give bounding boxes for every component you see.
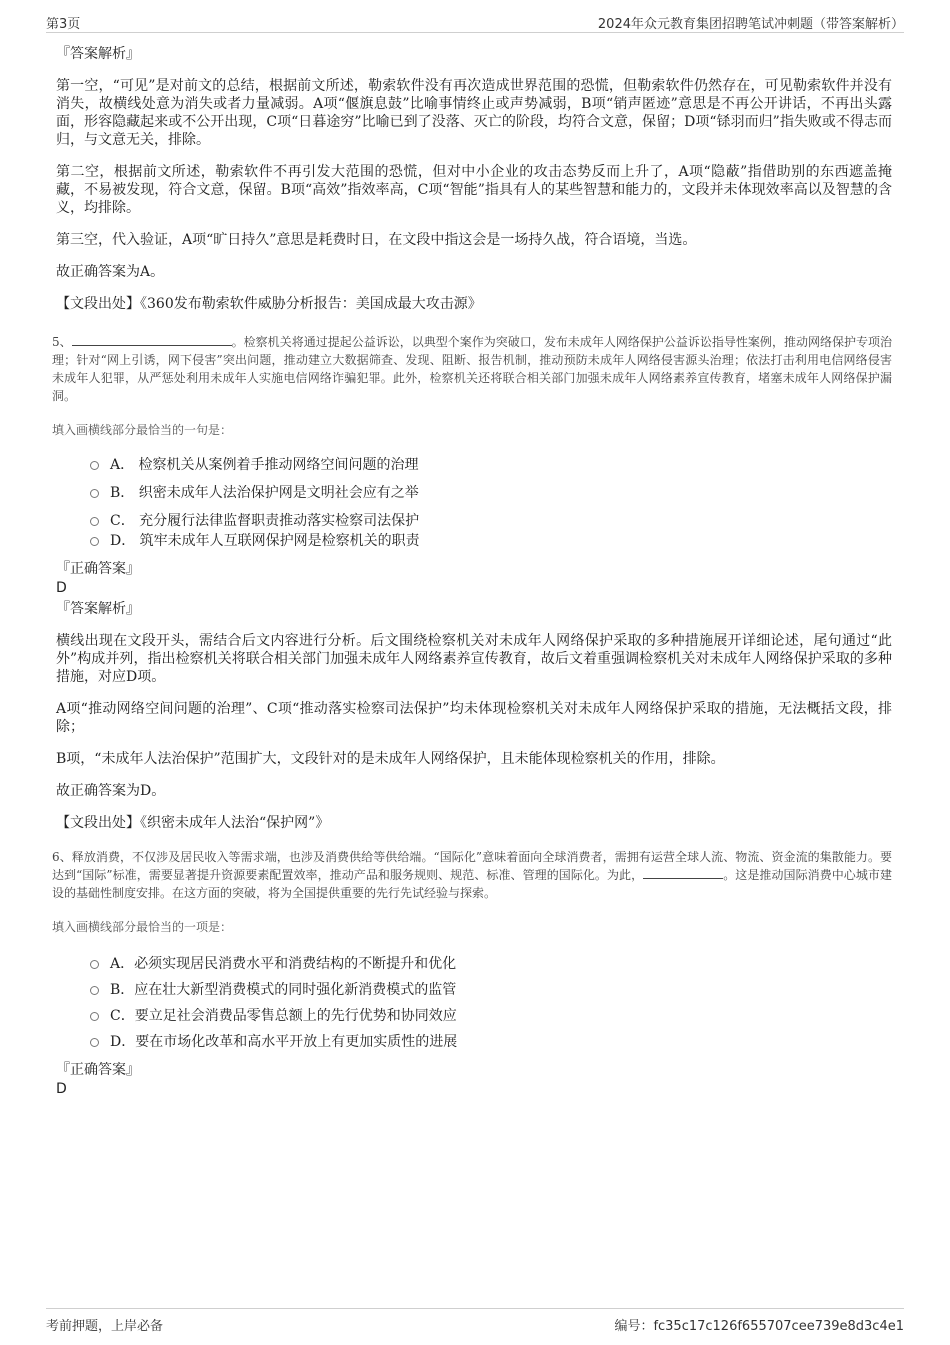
option-a[interactable] [90, 952, 892, 976]
radio-icon[interactable] [90, 489, 99, 498]
page-header [46, 10, 904, 33]
radio-icon[interactable] [90, 1038, 99, 1047]
option-label: B．应在壮大新型消费模式的同时强化新消费模式的监管 [110, 982, 457, 998]
radio-icon[interactable] [90, 517, 99, 526]
question-5-text [52, 333, 892, 405]
option-b[interactable] [90, 481, 892, 505]
option-a[interactable] [90, 453, 892, 477]
option-label: A． 检察机关从案例着手推动网络空间问题的治理 [110, 457, 419, 473]
answer-blank [72, 333, 232, 346]
option-list [90, 952, 892, 1054]
option-label: C．要立足社会消费品零售总额上的先行优势和协同效应 [110, 1008, 457, 1024]
analysis-label: 『答案解析』 [56, 46, 140, 62]
passage-source: 【文段出处】《织密未成年人法治“保护网”》 [56, 815, 330, 831]
analysis-paragraph: 故正确答案为D。 [56, 783, 166, 799]
option-d[interactable] [90, 529, 892, 553]
answer-block [56, 1060, 892, 1098]
radio-icon[interactable] [90, 986, 99, 995]
radio-icon[interactable] [90, 537, 99, 546]
question-6 [52, 848, 892, 1054]
question-number: 6、 [52, 850, 72, 864]
document-id: 编号：fc35c17c126f655707cee739e8d3c4e1 [614, 1319, 904, 1334]
radio-icon[interactable] [90, 461, 99, 470]
correct-answer: D [56, 1081, 67, 1097]
passage-source: 【文段出处】《360发布勒索软件威胁分析报告：美国成最大攻击源》 [56, 296, 482, 312]
document-content [52, 44, 893, 1098]
question-5 [52, 333, 892, 553]
question-6-text [52, 848, 892, 902]
question-number: 5、 [52, 335, 72, 349]
page-number: 第3页 [46, 17, 81, 32]
option-label: A．必须实现居民消费水平和消费结构的不断提升和优化 [110, 956, 457, 972]
question-body: 。检察机关将通过提起公益诉讼，以典型个案作为突破口，发布未成年人网络保护公益诉讼指导性案例，推动网络保护专项治理；针对“网上引诱，网下侵害”突出问题，推动建立大数据筛查、发现、阻断、报告机制，推动预防未成年人网络侵害源头治理；依法打击利用电信网络侵害未成年人犯罪，从严惩处利用未成年人实施电信网络诈骗犯罪。此外，检察机关还将联合相关部门加强未成年人网络素养宣传教育，堵塞未成年人网络保护漏洞。 [52, 335, 892, 403]
radio-icon[interactable] [90, 1012, 99, 1021]
question-body-end: 。这是推动国际消费中心城市建设的基础性制度安排。在这方面的突破，将为全国提供重要的先行先试经验与探索。 [52, 868, 892, 900]
answer-blank [643, 866, 723, 879]
analysis-label: 『答案解析』 [56, 601, 140, 617]
analysis-paragraph: 第一空，“可见”是对前文的总结，根据前文所述，勒索软件没有再次造成世界范围的恐慌，但勒索软件仍然存在，可见勒索软件并没有消失，故横线处意为消失或者力量减弱。A项“偃旗息鼓”比喻事情终止或声势减弱，B项“销声匿迹”意思是不再公开讲话，不再出头露面，形容隐藏起来或不公开出现，C项“日暮途穷”比喻已到了没落、灭亡的阶段，均符合文意，保留；D项“铩羽而归”指失败或不得志而归，与文意无关，排除。 [56, 78, 892, 148]
analysis-paragraph: 横线出现在文段开头，需结合后文内容进行分析。后文围绕检察机关对未成年人网络保护采取的多种措施展开详细论述，尾句通过“此外”构成并列，指出检察机关将联合相关部门加强未成年人网络素养宣传教育，故后文着重强调检察机关对未成年人网络保护采取的多种措施，对应D项。 [56, 633, 892, 685]
option-label: D． 筑牢未成年人互联网保护网是检察机关的职责 [110, 533, 420, 549]
option-label: D．要在市场化改革和高水平开放上有更加实质性的进展 [110, 1034, 458, 1050]
option-label: B． 织密未成年人法治保护网是文明社会应有之举 [110, 485, 419, 501]
option-d[interactable] [90, 1030, 892, 1054]
option-label: C． 充分履行法律监督职责推动落实检察司法保护 [110, 513, 420, 529]
question-body: 释放消费，不仅涉及居民收入等需求端，也涉及消费供给等供给端。“国际化”意味着面向全球消费者，需拥有运营全球人流、物流、资金流的集散能力。要达到“国际”标准，需要显著提升资源要素配置效率，推动产品和服务规则、规范、标准、管理的国际化。为此， [52, 850, 893, 882]
analysis-paragraph: 第三空，代入验证，A项“旷日持久”意思是耗费时日，在文段中指这会是一场持久战，符合语境，当选。 [56, 232, 697, 248]
analysis-paragraph: A项“推动网络空间问题的治理”、C项“推动落实检察司法保护”均未体现检察机关对未成年人网络保护采取的措施，无法概括文段，排除； [56, 701, 892, 735]
question-prompt: 填入画横线部分最恰当的一项是： [52, 920, 233, 934]
answer-block [56, 559, 892, 832]
analysis-paragraph: 第二空，根据前文所述，勒索软件不再引发大范围的恐慌，但对中小企业的攻击态势反而上升了，A项“隐蔽”指借助别的东西遮盖掩藏，不易被发现，符合文意，保留。B项“高效”指效率高，C项“智能”指具有人的某些智慧和能力的，文段并未体现效率高以及智慧的含义，均排除。 [56, 164, 892, 216]
radio-icon[interactable] [90, 960, 99, 969]
analysis-paragraph: B项，“未成年人法治保护”范围扩大，文段针对的是未成年人网络保护，且未能体现检察机关的作用，排除。 [56, 751, 725, 767]
correct-answer-label: 『正确答案』 [56, 1062, 140, 1078]
option-c[interactable] [90, 1004, 892, 1028]
document-title: 2024年众元教育集团招聘笔试冲刺题（带答案解析） [597, 17, 904, 32]
option-b[interactable] [90, 978, 892, 1002]
question-prompt: 填入画横线部分最恰当的一句是： [52, 423, 233, 437]
correct-answer: D [56, 580, 67, 596]
footer-slogan: 考前押题，上岸必备 [46, 1319, 164, 1334]
page-footer [46, 1308, 904, 1333]
correct-answer-label: 『正确答案』 [56, 561, 140, 577]
analysis-paragraph: 故正确答案为A。 [56, 264, 165, 280]
option-list [90, 453, 892, 553]
